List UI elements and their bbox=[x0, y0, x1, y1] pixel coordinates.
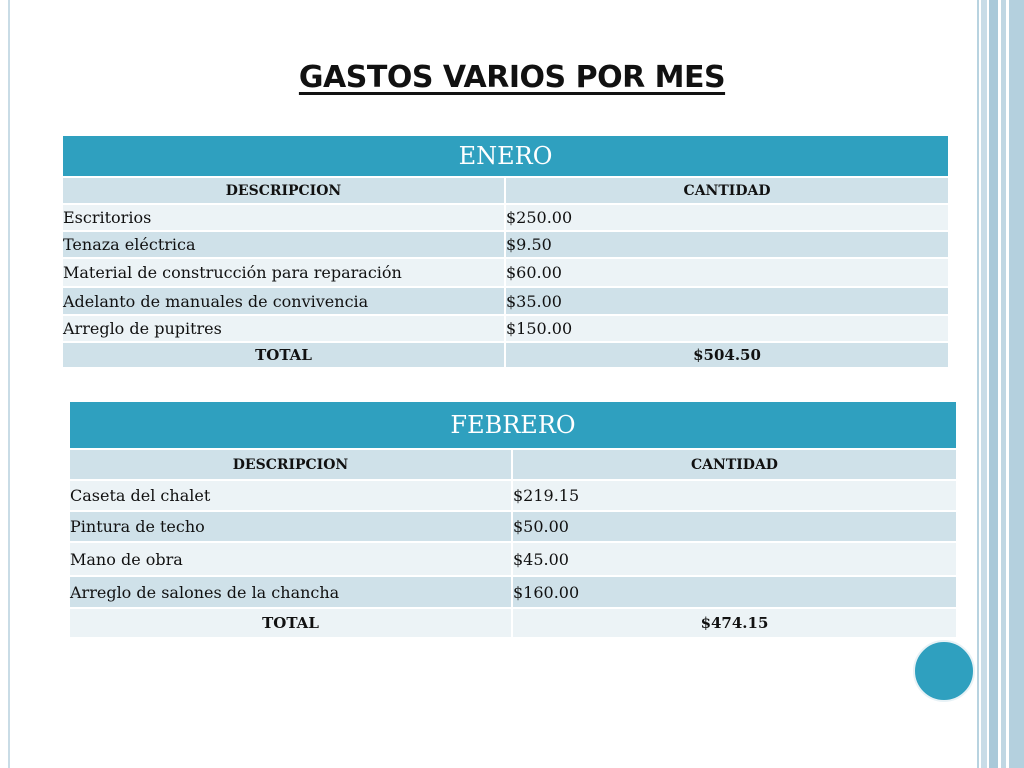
total-amount: $474.15 bbox=[512, 608, 957, 638]
table-enero bbox=[61, 134, 950, 369]
row-description: Mano de obra bbox=[69, 542, 512, 576]
row-amount: $150.00 bbox=[505, 315, 949, 342]
row-description: Adelanto de manuales de convivencia bbox=[62, 287, 505, 315]
month-header-febrero: FEBRERO bbox=[69, 401, 957, 449]
row-amount: $45.00 bbox=[512, 542, 957, 576]
row-amount: $250.00 bbox=[505, 204, 949, 231]
decor-stripe bbox=[1001, 0, 1006, 768]
total-amount: $504.50 bbox=[505, 342, 949, 368]
page-title bbox=[0, 60, 1024, 95]
table-row bbox=[69, 511, 957, 542]
total-label: TOTAL bbox=[69, 608, 512, 638]
row-amount: $35.00 bbox=[505, 287, 949, 315]
row-description: Caseta del chalet bbox=[69, 480, 512, 511]
table-row bbox=[62, 315, 949, 342]
column-header-description: DESCRIPCION bbox=[69, 449, 512, 480]
column-header-description: DESCRIPCION bbox=[62, 177, 505, 204]
table-row bbox=[69, 576, 957, 608]
decor-stripe bbox=[1009, 0, 1024, 768]
table-row bbox=[69, 542, 957, 576]
page-title-text: GASTOS VARIOS POR MES bbox=[298, 60, 726, 95]
column-header-amount: CANTIDAD bbox=[512, 449, 957, 480]
total-row bbox=[69, 608, 957, 638]
row-amount: $160.00 bbox=[512, 576, 957, 608]
row-description: Material de construcción para reparación bbox=[62, 258, 505, 287]
row-amount: $60.00 bbox=[505, 258, 949, 287]
row-description: Arreglo de pupitres bbox=[62, 315, 505, 342]
row-amount: $50.00 bbox=[512, 511, 957, 542]
table-row bbox=[69, 480, 957, 511]
decor-stripe bbox=[977, 0, 979, 768]
table-febrero bbox=[68, 400, 958, 639]
decor-circle bbox=[913, 640, 975, 702]
total-label: TOTAL bbox=[62, 342, 505, 368]
month-header-enero: ENERO bbox=[62, 135, 949, 177]
row-amount: $219.15 bbox=[512, 480, 957, 511]
table-row bbox=[62, 258, 949, 287]
row-description: Escritorios bbox=[62, 204, 505, 231]
row-description: Pintura de techo bbox=[69, 511, 512, 542]
decor-stripe bbox=[981, 0, 987, 768]
table-row bbox=[62, 204, 949, 231]
row-amount: $9.50 bbox=[505, 231, 949, 258]
table-row bbox=[62, 231, 949, 258]
column-header-amount: CANTIDAD bbox=[505, 177, 949, 204]
frame-line-left bbox=[8, 0, 10, 768]
row-description: Arreglo de salones de la chancha bbox=[69, 576, 512, 608]
total-row bbox=[62, 342, 949, 368]
row-description: Tenaza eléctrica bbox=[62, 231, 505, 258]
decor-stripe bbox=[989, 0, 998, 768]
table-row bbox=[62, 287, 949, 315]
